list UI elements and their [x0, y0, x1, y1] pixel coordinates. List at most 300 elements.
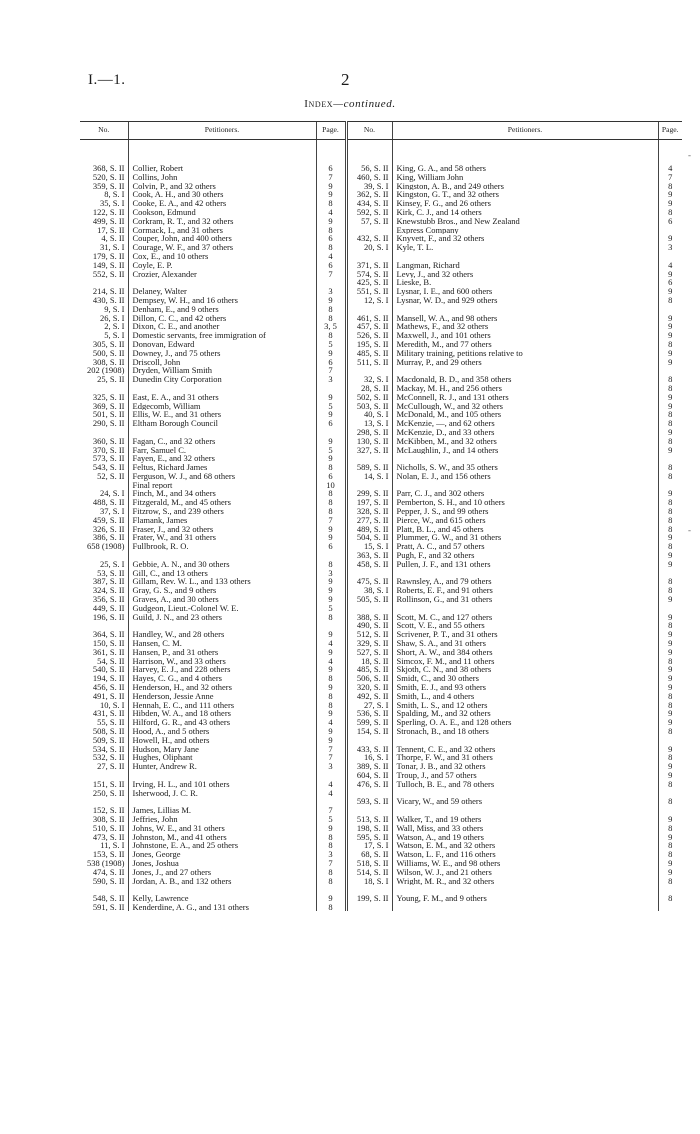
page-ref: 9: [658, 533, 682, 542]
petition-number: 595, S. II: [346, 833, 392, 842]
petitioner-name: Rollinson, G., and 31 others: [392, 595, 658, 604]
page-ref: 9: [658, 428, 682, 437]
petitioner-name: Fraser, J., and 32 others: [128, 525, 316, 534]
table-row: [80, 903, 682, 912]
petition-number: 534, S. II: [92, 744, 125, 754]
petitioner-name: Military training, petitions relative to: [392, 349, 658, 358]
page-ref: 9: [316, 683, 346, 692]
petition-number: [346, 366, 392, 375]
page-ref: 5: [316, 402, 346, 411]
petitioner-name: Parr, C. J., and 302 others: [392, 489, 658, 498]
petitioner-name: Cookson, Edmund: [128, 208, 316, 217]
petitioner-name: [128, 278, 316, 287]
table-row: [80, 173, 682, 182]
petitioner-name: Murray, P., and 29 others: [392, 358, 658, 367]
page-ref: 9: [658, 674, 682, 683]
petition-number: 504, S. II: [346, 533, 392, 542]
table-row: [80, 287, 682, 296]
table-row: [80, 446, 682, 455]
table-row: [80, 815, 682, 824]
petitioner-name: Frater, W., and 31 others: [128, 533, 316, 542]
page-ref: 8: [658, 182, 682, 191]
petitioner-name: Collins, John: [128, 173, 316, 182]
petitioner-name: [392, 366, 658, 375]
page-ref: [658, 226, 682, 235]
table-row: [80, 261, 682, 270]
table-row: [80, 639, 682, 648]
table-row: [80, 428, 682, 437]
table-row: [80, 753, 682, 762]
page-ref: 3: [658, 243, 682, 252]
petition-number: 449, S. II: [92, 603, 125, 613]
petition-number: 538 (1908): [86, 858, 125, 868]
page-ref: 9: [658, 402, 682, 411]
page-ref: 9: [658, 868, 682, 877]
petition-number: [80, 885, 128, 894]
petition-number: [346, 903, 392, 912]
petitioner-name: Sperling, O. A. E., and 128 others: [392, 718, 658, 727]
petition-number: 474, S. II: [92, 867, 125, 877]
page-ref: 7: [316, 270, 346, 279]
page-ref: 8: [658, 586, 682, 595]
page-ref: 8: [658, 850, 682, 859]
petitioner-name: Fagan, C., and 32 others: [128, 437, 316, 446]
table-row: [80, 621, 682, 630]
petitioner-name: Johnston, M., and 41 others: [128, 833, 316, 842]
page-ref: 9: [316, 736, 346, 745]
page-ref: 9: [658, 234, 682, 243]
petitioner-name: McConnell, R. J., and 131 others: [392, 393, 658, 402]
page-ref: 10: [316, 481, 346, 490]
petition-number: 57, S. II: [346, 217, 392, 226]
page-ref: 4: [316, 780, 346, 789]
page-ref: 5: [316, 604, 346, 613]
table-row: [80, 366, 682, 375]
petitioner-name: Hughes, Oliphant: [128, 753, 316, 762]
petition-number: 298, S. II: [346, 428, 392, 437]
document-code: I.—1.: [88, 72, 126, 88]
petition-number: 4, S. II: [101, 234, 125, 244]
petitioner-name: Kirk, C. J., and 14 others: [392, 208, 658, 217]
petition-number: 476, S. II: [346, 780, 392, 789]
petitioner-name: Gebbie, A. N., and 30 others: [128, 560, 316, 569]
table-row: [80, 595, 682, 604]
petitioner-name: Williams, W. E., and 98 others: [392, 859, 658, 868]
petitioner-name: Watson, E. M., and 32 others: [392, 841, 658, 850]
page-ref: 9: [658, 446, 682, 455]
page-ref: 9: [658, 560, 682, 569]
petitioner-name: Mansell, W. A., and 98 others: [392, 314, 658, 323]
margin-mark: ‐: [688, 150, 691, 160]
petitioner-name: Maxwell, J., and 101 others: [392, 331, 658, 340]
petition-number: 502, S. II: [346, 393, 392, 402]
petition-number: 513, S. II: [346, 815, 392, 824]
table-row: [80, 674, 682, 683]
petition-number: 509, S. II: [92, 735, 125, 745]
page-ref: 9: [658, 718, 682, 727]
petition-number: 198, S. II: [346, 824, 392, 833]
petitioner-name: Express Company: [392, 226, 658, 235]
petitioner-name: Hibden, W. A., and 18 others: [128, 709, 316, 718]
table-row: [80, 190, 682, 199]
petition-number: 38, S. I: [346, 586, 392, 595]
page-ref: 9: [316, 349, 346, 358]
petitioner-name: Kinsey, F. G., and 26 others: [392, 199, 658, 208]
petitioner-name: [392, 604, 658, 613]
petitioner-name: [128, 428, 316, 437]
page-ref: 9: [316, 525, 346, 534]
petition-number: 35, S. I: [99, 199, 125, 208]
page-ref: 9: [316, 410, 346, 419]
petitions-index-table: [80, 121, 682, 911]
table-row: [80, 454, 682, 463]
petition-number: 18, S. II: [346, 657, 392, 666]
petition-number: 202 (1908): [86, 366, 125, 376]
petition-number: 425, S. II: [346, 278, 392, 287]
petition-number: 552, S. II: [92, 269, 125, 279]
petitioner-name: Roberts, E. F., and 91 others: [392, 586, 658, 595]
col-header-no: No.: [346, 122, 392, 140]
page-ref: 8: [316, 613, 346, 622]
petitioner-name: Kelly, Lawrence: [128, 894, 316, 903]
page-ref: 8: [658, 841, 682, 850]
petitioner-name: Isherwood, J. C. R.: [128, 789, 316, 798]
page-ref: 9: [316, 182, 346, 191]
petitioner-name: McKibben, M., and 32 others: [392, 437, 658, 446]
petitioner-name: Gillam, Rev. W. L., and 133 others: [128, 577, 316, 586]
page-ref: 8: [658, 437, 682, 446]
petitioner-name: Vicary, W., and 59 others: [392, 797, 658, 806]
petition-number: 501, S. II: [92, 410, 125, 420]
page-ref: [316, 428, 346, 437]
petition-number: 532, S. II: [92, 753, 125, 763]
petitioner-name: Dixon, C. E., and another: [128, 322, 316, 331]
table-row: [80, 410, 682, 419]
petition-number: 511, S. II: [346, 358, 392, 367]
petition-number: 658 (1908): [86, 542, 125, 552]
page-ref: [658, 252, 682, 261]
table-row: [80, 182, 682, 191]
petitioner-name: Scrivener, P. T., and 31 others: [392, 630, 658, 639]
petitioner-name: Jeffries, John: [128, 815, 316, 824]
page-ref: 9: [658, 762, 682, 771]
page-ref: 8: [658, 797, 682, 806]
petitioner-name: Harvey, E. J., and 228 others: [128, 665, 316, 674]
petitioner-name: Young, F. M., and 9 others: [392, 894, 658, 903]
page-ref: 5: [316, 446, 346, 455]
page-ref: 4: [316, 789, 346, 798]
table-row: [80, 340, 682, 349]
page-ref: 8: [316, 701, 346, 710]
petition-number: 543, S. II: [92, 463, 125, 472]
page-ref: 4: [316, 639, 346, 648]
table-row: [80, 841, 682, 850]
page-ref: [658, 736, 682, 745]
table-row: [80, 718, 682, 727]
table-row: [80, 525, 682, 534]
title-continued: —continued.: [333, 98, 396, 110]
petition-number: 5, S. I: [104, 331, 125, 340]
petitioner-name: Meredith, M., and 77 others: [392, 340, 658, 349]
page-ref: 8: [658, 877, 682, 886]
page-ref: 9: [316, 894, 346, 903]
petitioner-name: King, G. A., and 58 others: [392, 164, 658, 173]
petition-number: 329, S. II: [346, 639, 392, 648]
petitioner-name: Kingston, G. T., and 32 others: [392, 190, 658, 199]
petitioner-name: [128, 621, 316, 630]
petition-number: 199, S. II: [346, 894, 392, 903]
petitioner-name: Knyvett, F., and 32 others: [392, 234, 658, 243]
table-row: [80, 701, 682, 710]
petition-number: 328, S. II: [346, 507, 392, 516]
table-row: [80, 692, 682, 701]
petitioner-name: Handley, W., and 28 others: [128, 630, 316, 639]
table-row: [80, 331, 682, 340]
page-ref: 8: [658, 419, 682, 428]
table-row: [80, 648, 682, 657]
page-ref: [658, 789, 682, 798]
page-ref: [316, 885, 346, 894]
petitioner-name: Stronach, B., and 18 others: [392, 727, 658, 736]
petition-number: 485, S. II: [346, 665, 392, 674]
petition-number: [80, 797, 128, 806]
petitioner-name: Pierce, W., and 615 others: [392, 516, 658, 525]
table-row: [80, 533, 682, 542]
page-ref: 8: [316, 199, 346, 208]
page-ref: 8: [316, 226, 346, 235]
petition-number: 68, S. II: [346, 850, 392, 859]
petition-number: 503, S. II: [346, 402, 392, 411]
petitioner-name: Wilson, W. J., and 21 others: [392, 868, 658, 877]
table-row: [80, 226, 682, 235]
petition-number: 27, S. II: [97, 762, 125, 771]
petitioner-name: Guild, J. N., and 23 others: [128, 613, 316, 622]
petitioner-name: Fitzrow, S., and 239 others: [128, 507, 316, 516]
petition-number: 32, S. I: [346, 375, 392, 384]
page-ref: 5: [316, 340, 346, 349]
petitioner-name: [392, 885, 658, 894]
page-ref: 6: [316, 261, 346, 270]
petition-number: 196, S. II: [92, 612, 125, 622]
petition-number: [346, 806, 392, 815]
petition-number: 364, S. II: [92, 630, 125, 640]
page-ref: [316, 551, 346, 560]
page-ref: 9: [316, 709, 346, 718]
page-ref: 8: [658, 894, 682, 903]
page-ref: 7: [316, 366, 346, 375]
page-ref: [658, 481, 682, 490]
petitioner-name: Hansen, C. M.: [128, 639, 316, 648]
page-ref: 8: [316, 498, 346, 507]
petitioner-name: Simcox, F. M., and 11 others: [392, 657, 658, 666]
col-header-page: Page.: [658, 122, 682, 140]
petitioner-name: Tonar, J. B., and 32 others: [392, 762, 658, 771]
petitioner-name: [392, 903, 658, 912]
petitioner-name: Edgecomb, William: [128, 402, 316, 411]
petition-number: 359, S. II: [92, 181, 125, 191]
petition-number: 12, S. I: [346, 296, 392, 305]
page-ref: 8: [316, 692, 346, 701]
table-row: [80, 322, 682, 331]
petition-number: 499, S. II: [92, 216, 125, 226]
petition-number: 510, S. II: [92, 823, 125, 833]
table-row: [80, 314, 682, 323]
page-ref: 8: [658, 507, 682, 516]
petitioner-name: Macdonald, B. D., and 358 others: [392, 375, 658, 384]
petition-number: [346, 481, 392, 490]
page-ref: 8: [658, 516, 682, 525]
petition-number: [346, 454, 392, 463]
page-ref: 6: [658, 217, 682, 226]
petitioner-name: Driscoll, John: [128, 358, 316, 367]
page-ref: 8: [658, 692, 682, 701]
title-main: Index: [304, 98, 334, 110]
petition-number: 154, S. II: [346, 727, 392, 736]
petitioner-name: [392, 481, 658, 490]
petition-number: 589, S. II: [346, 463, 392, 472]
page-ref: 9: [658, 648, 682, 657]
petition-number: 250, S. II: [92, 788, 125, 798]
petitioner-name: Dryden, William Smith: [128, 366, 316, 375]
petition-number: 324, S. II: [92, 586, 125, 596]
page-ref: 9: [316, 648, 346, 657]
page-ref: 8: [658, 463, 682, 472]
petitioner-name: Skjoth, C. N., and 38 others: [392, 665, 658, 674]
petition-number: 389, S. II: [346, 762, 392, 771]
petitioner-name: Mathews, F., and 32 others: [392, 322, 658, 331]
page-ref: [316, 771, 346, 780]
page-ref: 8: [658, 657, 682, 666]
petition-number: [80, 384, 128, 393]
petitioner-name: Fayen, E., and 32 others: [128, 454, 316, 463]
petition-number: 492, S. II: [346, 692, 392, 701]
petition-number: 491, S. II: [92, 691, 125, 701]
petition-number: 369, S. II: [92, 401, 125, 411]
petition-number: 604, S. II: [346, 771, 392, 780]
petitioner-name: Rawnsley, A., and 79 others: [392, 577, 658, 586]
petition-number: 431, S. II: [92, 709, 125, 719]
page-ref: [658, 806, 682, 815]
petitioner-name: Nolan, E. J., and 156 others: [392, 472, 658, 481]
table-row: [80, 789, 682, 798]
page-ref: 9: [658, 815, 682, 824]
petitioner-name: Pemberton, S. H., and 10 others: [392, 498, 658, 507]
table-row: [80, 199, 682, 208]
page-ref: 9: [658, 639, 682, 648]
petition-number: 526, S. II: [346, 331, 392, 340]
page-ref: 8: [658, 340, 682, 349]
petition-number: 361, S. II: [92, 647, 125, 657]
page-ref: 9: [316, 437, 346, 446]
page-ref: 8: [316, 243, 346, 252]
petition-number: 488, S. II: [92, 498, 125, 508]
table-row: [80, 270, 682, 279]
page-ref: 8: [658, 296, 682, 305]
page-ref: 9: [316, 393, 346, 402]
petitioner-name: Walker, T., and 19 others: [392, 815, 658, 824]
table-row: [80, 736, 682, 745]
page-ref: 7: [316, 753, 346, 762]
petition-number: 520, S. II: [92, 172, 125, 182]
petition-number: 475, S. II: [346, 577, 392, 586]
petition-number: 370, S. II: [92, 445, 125, 455]
petitioner-name: Scott, M. C., and 127 others: [392, 613, 658, 622]
page-ref: 8: [316, 674, 346, 683]
page-ref: 8: [658, 410, 682, 419]
page-ref: 9: [316, 577, 346, 586]
petition-number: 371, S. II: [346, 261, 392, 270]
table-row: [80, 164, 682, 173]
col-header-no: No.: [80, 122, 128, 140]
page-ref: 7: [316, 173, 346, 182]
petition-number: 473, S. II: [92, 832, 125, 842]
page-ref: 9: [316, 586, 346, 595]
page-ref: 9: [658, 393, 682, 402]
table-row: [80, 569, 682, 578]
petitioner-name: Crozier, Alexander: [128, 270, 316, 279]
page-ref: 6: [316, 358, 346, 367]
petitioner-name: [392, 252, 658, 261]
petition-number: 574, S. II: [346, 270, 392, 279]
petitioner-name: Collier, Robert: [128, 164, 316, 173]
petition-number: 591, S. II: [92, 902, 125, 912]
page-ref: 8: [658, 384, 682, 393]
petitioner-name: Domestic servants, free immigration of: [128, 331, 316, 340]
page-ref: 8: [658, 701, 682, 710]
table-row: [80, 419, 682, 428]
petition-number: 527, S. II: [346, 648, 392, 657]
petition-number: 387, S. II: [92, 577, 125, 587]
table-row: [80, 894, 682, 903]
page-ref: 8: [658, 525, 682, 534]
petition-number: 197, S. II: [346, 498, 392, 507]
petition-number: 17, S. I: [346, 841, 392, 850]
table-row: [80, 384, 682, 393]
petitioner-name: Henderson, H., and 32 others: [128, 683, 316, 692]
col-header-petitioners: Petitioners.: [392, 122, 658, 140]
petitioner-name: Ellis, W. E., and 31 others: [128, 410, 316, 419]
petition-number: 28, S. II: [346, 384, 392, 393]
table-row: [80, 833, 682, 842]
table-row: [80, 868, 682, 877]
page-ref: 9: [316, 217, 346, 226]
page-ref: 8: [658, 727, 682, 736]
petitioner-name: Pepper, J. S., and 99 others: [392, 507, 658, 516]
page-ref: 9: [658, 771, 682, 780]
table-row: [80, 780, 682, 789]
table-row: [80, 472, 682, 481]
petition-number: 15, S. I: [346, 542, 392, 551]
page-ref: 8: [316, 903, 346, 912]
petitioner-name: Tennent, C. E., and 32 others: [392, 745, 658, 754]
table-row: [80, 771, 682, 780]
petition-number: 460, S. II: [346, 173, 392, 182]
table-row: [80, 489, 682, 498]
page-ref: 8: [316, 305, 346, 314]
petition-number: 368, S. II: [92, 164, 125, 173]
page-ref: 8: [316, 868, 346, 877]
petitioner-name: Denham, E., and 9 others: [128, 305, 316, 314]
petitioner-name: Hunter, Andrew R.: [128, 762, 316, 771]
table-row: [80, 709, 682, 718]
page-ref: 9: [316, 595, 346, 604]
petition-number: 457, S. II: [346, 322, 392, 331]
petitioner-name: Kenderdine, A. G., and 131 others: [128, 903, 316, 912]
petition-number: 54, S. II: [97, 656, 125, 666]
table-row: [80, 850, 682, 859]
petition-number: 500, S. II: [92, 348, 125, 358]
petitioner-name: Dempsey, W. H., and 16 others: [128, 296, 316, 305]
